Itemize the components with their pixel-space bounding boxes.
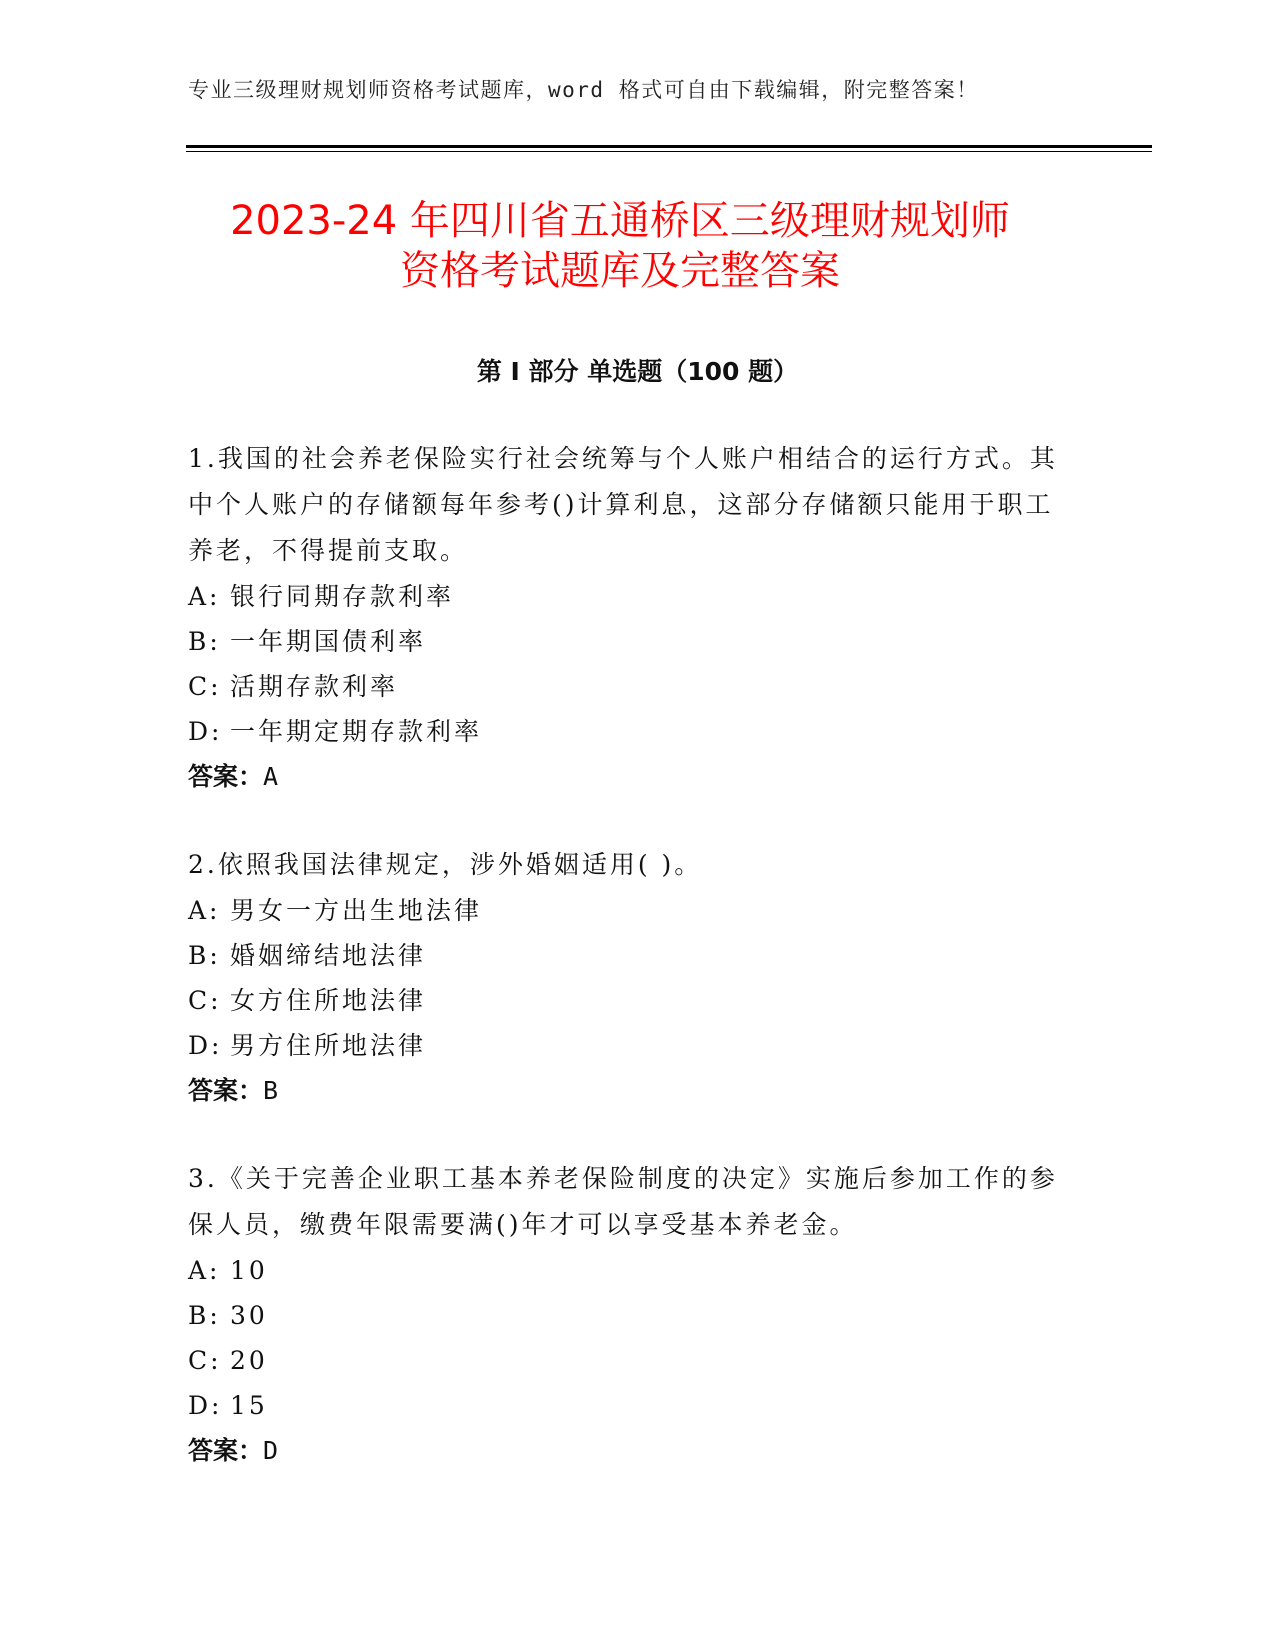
option-letter: B:	[188, 1301, 221, 1330]
option-b	[188, 1293, 1068, 1338]
option-text: 20	[230, 1346, 268, 1375]
option-letter: C:	[188, 986, 222, 1015]
option-c	[188, 978, 1068, 1023]
answer-label: 答案：	[188, 762, 264, 791]
option-text: 10	[230, 1256, 268, 1285]
option-text: 一年期国债利率	[230, 627, 427, 656]
option-text: 活期存款利率	[230, 672, 399, 701]
option-b	[188, 933, 1068, 978]
answer-label: 答案：	[188, 1436, 264, 1465]
option-text: 银行同期存款利率	[230, 582, 455, 611]
option-c	[188, 1338, 1068, 1383]
option-text: 一年期定期存款利率	[230, 717, 483, 746]
answer-line	[188, 1428, 1068, 1474]
answer-line	[188, 1068, 1068, 1114]
option-letter: A:	[188, 1256, 221, 1285]
question-stem: 2.依照我国法律规定，涉外婚姻适用( )。	[188, 850, 703, 879]
question-stem: 3.《关于完善企业职工基本养老保险制度的决定》实施后参加工作的参保人员，缴费年限需要满()年才可以享受基本养老金。	[188, 1164, 1058, 1239]
answer-value: D	[263, 1436, 279, 1465]
header-divider-thin	[186, 151, 1152, 152]
question-1	[188, 436, 1068, 800]
answer-label: 答案：	[188, 1076, 264, 1105]
question-stem: 1.我国的社会养老保险实行社会统筹与个人账户相结合的运行方式。其中个人账户的存储额每年参考()计算利息，这部分存储额只能用于职工养老，不得提前支取。	[188, 444, 1058, 565]
option-a	[188, 574, 1068, 619]
header-divider-thick	[186, 145, 1152, 148]
question-3	[188, 1156, 1068, 1474]
option-text: 女方住所地法律	[230, 986, 427, 1015]
option-text: 男方住所地法律	[230, 1031, 427, 1060]
option-letter: B:	[188, 941, 221, 970]
document-title-line1: 2023-24 年四川省五通桥区三级理财规划师	[230, 198, 1010, 244]
question-spacer	[188, 1114, 1068, 1156]
option-letter: B:	[188, 627, 221, 656]
question-list	[188, 436, 1068, 1474]
option-letter: A:	[188, 582, 221, 611]
page-header-text: 专业三级理财规划师资格考试题库，word 格式可自由下载编辑，附完整答案！	[188, 78, 979, 102]
option-a	[188, 888, 1068, 933]
question-spacer	[188, 800, 1068, 842]
option-letter: D:	[188, 717, 223, 746]
option-text: 婚姻缔结地法律	[230, 941, 427, 970]
option-a	[188, 1248, 1068, 1293]
option-text: 男女一方出生地法律	[230, 896, 483, 925]
document-title-line2: 资格考试题库及完整答案	[400, 248, 840, 294]
option-c	[188, 664, 1068, 709]
option-letter: A:	[188, 896, 221, 925]
document-title	[150, 196, 1090, 296]
section-title: 第 I 部分 单选题（100 题）	[476, 357, 799, 386]
option-letter: C:	[188, 1346, 222, 1375]
option-text: 15	[230, 1391, 268, 1420]
option-d	[188, 1383, 1068, 1428]
option-letter: C:	[188, 672, 222, 701]
option-text: 30	[230, 1301, 268, 1330]
option-d	[188, 1023, 1068, 1068]
option-letter: D:	[188, 1391, 223, 1420]
option-b	[188, 619, 1068, 664]
answer-value: A	[263, 762, 279, 791]
option-letter: D:	[188, 1031, 223, 1060]
question-2	[188, 842, 1068, 1114]
answer-line	[188, 754, 1068, 800]
option-d	[188, 709, 1068, 754]
answer-value: B	[263, 1076, 279, 1105]
